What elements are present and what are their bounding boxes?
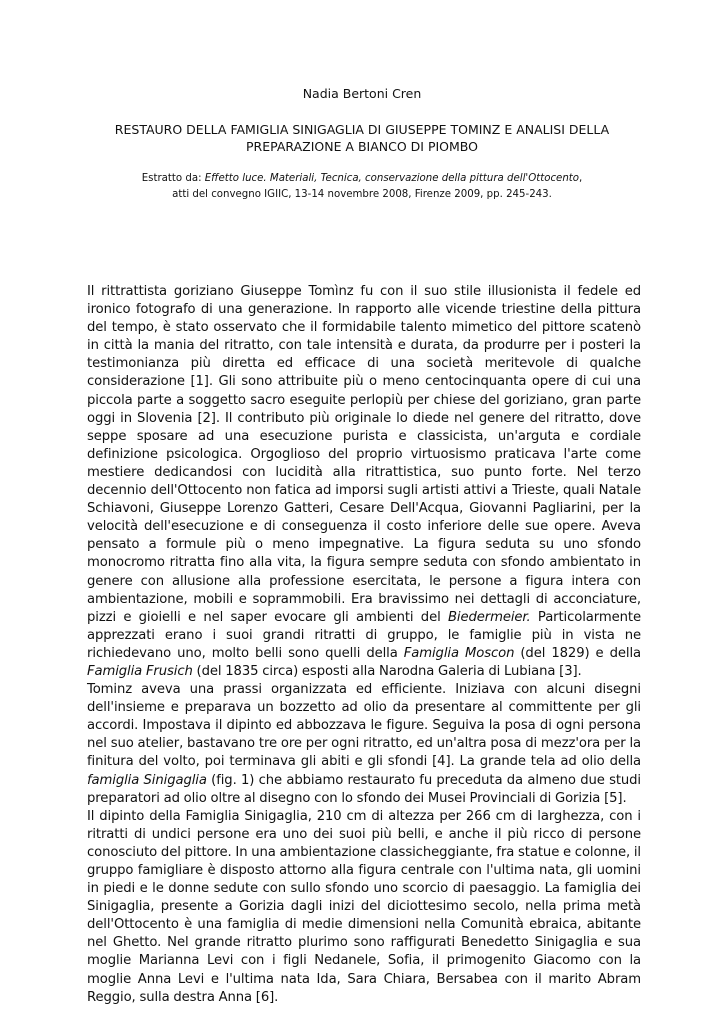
extract-line-2: atti del convegno IGIIC, 13-14 novembre 2008, Firenze 2009, pp. 245-243. <box>172 189 552 200</box>
paragraph-2-text-a: Tominz aveva una prassi organizzata ed efficiente. Iniziava con alcuni disegni dell'insieme e preparava un bozzetto ad olio da presentare al committente per gli accordi. Impostava il dipinto ed abbozzava le figure. Seguiva la posa di ogni persona nel suo atelier, bastavano tre ore per ogni ritratto, ed un'altra posa di mezz'ora per la finitura del volto, poi terminava gli abiti e gli sfondi [4]. La grande tela ad olio della <box>87 682 641 770</box>
paper-title <box>80 121 644 155</box>
paragraph-1 <box>87 283 641 681</box>
paragraph-3: Il dipinto della Famiglia Sinigaglia, 210 cm di altezza per 266 cm di larghezza, con i ritratti di undici persone era uno dei suoi più belli, e anche il più ricco di persone conosciuto del pittore. In una ambientazione classicheggiante, fra statue e colonne, il gruppo famigliare è disposto attorno alla figura centrale con l'ultima nata, gli uomini in piedi e le donne sedute con sullo sfondo uno scorcio di paesaggio. La famiglia dei Sinigaglia, presente a Gorizia dagli inizi del diciottesimo secolo, nella prima metà dell'Ottocento è una famiglia di medie dimensioni nella Comunità ebraica, abitante nel Ghetto. Nel grande ritratto plurimo sono raffigurati Benedetto Sinigaglia e sua moglie Marianna Levi con i figli Nedanele, Sofia, il primogenito Giacomo con la moglie Anna Levi e l'ultima nata Ida, Sara Chiara, Bersabea con il marito Abram Reggio, sulla destra Anna [6]. <box>87 808 641 1005</box>
extract-suffix: , <box>579 173 583 184</box>
title-line-2: PREPARAZIONE A BIANCO DI PIOMBO <box>245 139 478 154</box>
extract-line-1 <box>80 171 644 187</box>
extract-citation <box>80 171 644 203</box>
paragraph-2 <box>87 681 641 808</box>
body-text <box>87 283 641 1007</box>
paragraph-1-italic-frusich: Famiglia Frusich <box>87 663 193 679</box>
paragraph-1-italic-moscon: Famiglia Moscon <box>403 645 515 661</box>
paragraph-2-italic-sinigaglia: famiglia Sinigaglia <box>87 772 207 788</box>
paragraph-1-text-a: Il rittrattista goriziano Giuseppe Tomìnz fu con il suo stile illusionista il fedele ed ironico fotografo di una generazione. In rapporto alle vicende triestine della pittura del tempo, è stato osservato che il formidabile talento mimetico del pittore scatenò in città la mania del ritratto, con tale intensità e durata, da produrre per i posteri la testimonianza più diretta ed efficace di una società meritevole di qualche considerazione [1]. Gli sono attribuite più o meno centocinquanta opere di cui una piccola parte a soggetto sacro eseguite perlopiù per chiese del goriziano, gran parte oggi in Slovenia [2]. Il contributo più originale lo diede nel genere del ritratto, dove seppe sposare ad una esecuzione purista e classicista, un'arguta e cordiale definizione psicologica. Orgoglioso del proprio virtuosismo praticava l'arte come mestiere dedicandosi con lucidità alla ritrattistica, suo punto forte. Nel terzo decennio dell'Ottocento non fatica ad imporsi sugli artisti attivi a Trieste, quali Natale Schiavoni, Giuseppe Lorenzo Gatteri, Cesare Dell'Acqua, Giovanni Pagliarini, per la velocità dell'esecuzione e di conseguenza il costo inferiore delle sue opere. Aveva pensato a formule più o meno impegnative. La figura seduta su uno sfondo monocromo ritratta fino alla vita, la figura sempre seduta con sfondo ambientato in genere con allusione alla professione esercitata, le persone a figura intera con ambientazione, mobili e soprammobili. Era bravissimo nei dettagli di acconciature, pizzi e gioielli e nel saper evocare gli ambienti del <box>87 284 641 625</box>
extract-prefix: Estratto da: <box>141 173 205 184</box>
paragraph-1-text-c: (del 1829) e della <box>514 645 641 661</box>
paragraph-1-italic-biedermeier: Biedermeier. <box>447 609 531 625</box>
extract-source-title: Effetto luce. Materiali, Tecnica, conservazione della pittura dell'Ottocento <box>204 173 580 184</box>
title-line-1: RESTAURO DELLA FAMIGLIA SINIGAGLIA DI GIUSEPPE TOMINZ E ANALISI DELLA <box>114 122 610 137</box>
author-name: Nadia Bertoni Cren <box>302 86 422 101</box>
paragraph-2-text-b: (fig. 1) che abbiamo restaurato fu preceduta da almeno due studi preparatori ad olio oltre al disegno con lo sfondo dei Musei Provinciali di Gorizia [5]. <box>87 772 641 806</box>
paragraph-1-text-b: Particolarmente apprezzati erano i suoi grandi ritratti di gruppo, le famiglie più in vista ne richiedevano uno, molto belli sono quelli della <box>87 609 641 661</box>
paragraph-1-text-d: (del 1835 circa) esposti alla Narodna Galeria di Lubiana [3]. <box>192 663 582 679</box>
